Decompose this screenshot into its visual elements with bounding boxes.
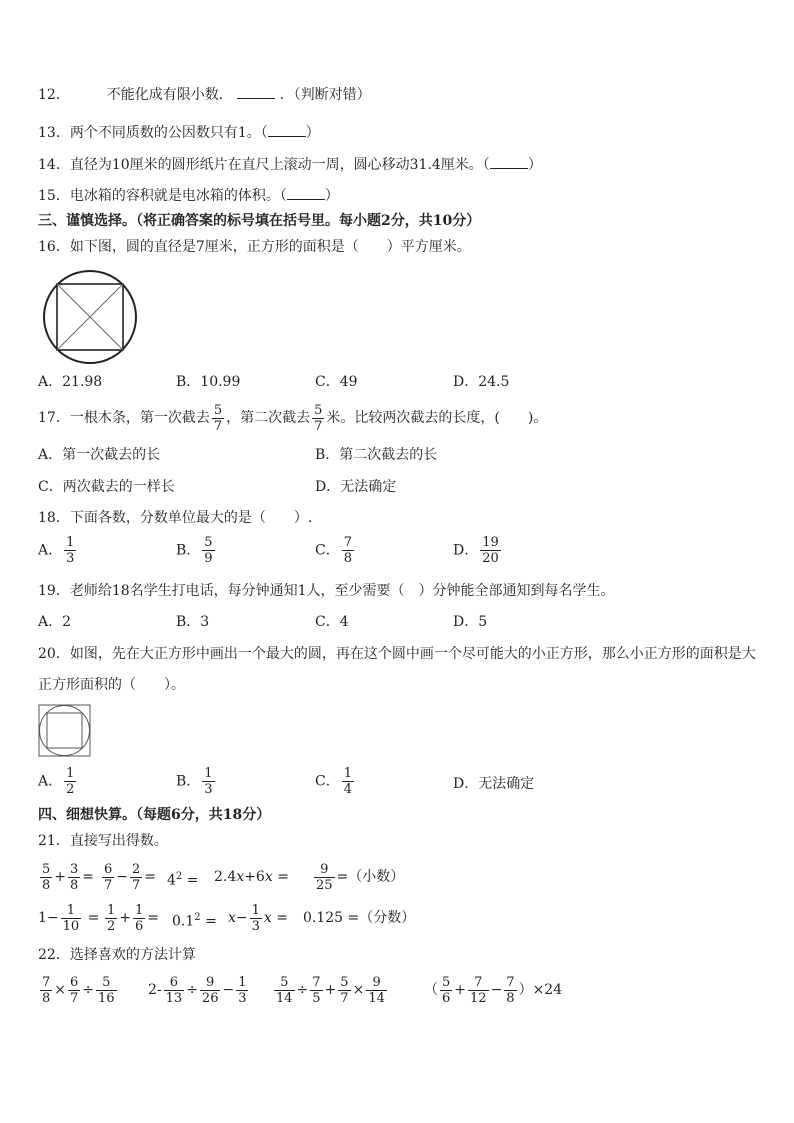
expression-r1-3: $4^2$ = [167,871,199,889]
option-a[interactable]: A． $\frac{1}{3}$ [38,535,75,566]
question-20-line1: 20．如图，先在大正方形中画出一个最大的圆，再在这个圆中画一个尽可能大的小正方形，那么小正方形的面积是大 [38,646,756,662]
question-14 [38,156,542,174]
answer-blank[interactable] [268,124,306,137]
answer-blank[interactable] [237,86,275,99]
option-c[interactable]: C． $\frac{7}{8}$ [315,535,352,566]
question-13 [38,124,320,142]
close-paren: ） [527,157,542,173]
question-text: 不能化成有限小数． [106,87,233,103]
question-text: 15．电冰箱的容积就是电冰箱的体积。（ [38,188,287,204]
question-15 [38,187,339,205]
expression-r1-2: $\frac{6}{7}$ − $\frac{2}{7}$ = [104,861,157,893]
option-b[interactable]: B．10.99 [176,374,241,390]
expression-22-2: 2- $\frac{6}{13}$ ÷ $\frac{9}{26}$ − $\frac{1}{3}$ [148,974,247,1006]
option-c[interactable]: C．4 [315,614,349,630]
circle-square-figure [40,268,140,366]
answer-blank[interactable] [490,156,528,169]
option-c[interactable]: C．49 [315,374,358,390]
expression-r2-3: $0.1^2$ = [172,912,217,930]
question-17 [38,400,547,436]
question-suffix: ．（判断对错） [279,87,371,103]
expression-r1-4: 2.4x+6x = [214,869,289,885]
question-19-text: 19．老师给18名学生打电话，每分钟通知1人，至少需要（ ）分钟能全部通知到每名学生。 [38,583,615,599]
question-number: 12． [38,87,70,103]
option-a[interactable]: A．21.98 [38,374,103,390]
expression-r2-5: 0.125 =（分数） [303,910,416,926]
section-3-title: 三、谨慎选择。（将正确答案的标号填在括号里。每小题2分，共10分） [38,213,481,229]
fraction: $\frac{19}{20}$ [482,535,499,566]
question-12 [38,86,371,104]
small-square [47,713,82,748]
option-b[interactable]: B． $\frac{5}{9}$ [176,535,213,566]
option-a[interactable]: A．2 [38,614,72,630]
option-c[interactable]: C． $\frac{1}{4}$ [315,766,352,797]
question-text: 米。比较两次截去的长度，( )。 [326,410,548,426]
question-22-text: 22．选择喜欢的方法计算 [38,947,196,963]
question-text: 13．两个不同质数的公因数只有1。（ [38,125,268,141]
close-paren: ） [324,188,339,204]
option-b[interactable]: B．第二次截去的长 [315,447,438,463]
fraction: $\frac{1}{3}$ [204,766,213,797]
expression-r2-1: 1− $\frac{1}{10}$ = [38,902,100,934]
option-c[interactable]: C．两次截去的一样长 [38,479,175,495]
fraction: $\frac{1}{4}$ [343,766,352,797]
close-paren: ） [305,125,320,141]
option-d[interactable]: D．无法确定 [315,479,397,495]
question-21-text: 21．直接写出得数。 [38,833,168,849]
expression-r1-5: $\frac{9}{25}$ =（小数） [316,861,405,893]
option-a[interactable]: A．第一次截去的长 [38,447,161,463]
question-20-line2: 正方形面积的（ ）。 [38,677,185,693]
option-a[interactable]: A． $\frac{1}{2}$ [38,766,75,797]
fraction: $\frac{7}{8}$ [343,535,352,566]
question-text: ，第二次截去 [226,410,311,426]
option-d[interactable]: D．5 [453,614,488,630]
fraction: $\frac{1}{2}$ [66,766,75,797]
square-circle-square-figure [38,704,92,758]
question-text: 17．一根木条，第一次截去 [38,410,210,426]
question-text: 14．直径为10厘米的圆形纸片在直尺上滚动一周，圆心移动31.4厘米。（ [38,157,490,173]
option-d[interactable]: D．24.5 [453,374,510,390]
answer-blank[interactable] [287,187,325,200]
fraction: $\frac{1}{3}$ [66,535,75,566]
expression-r2-2: $\frac{1}{2}$ + $\frac{1}{6}$ = [107,902,160,934]
expression-r2-4: x− $\frac{1}{3}$ x = [228,902,289,934]
expression-r1-1: $\frac{5}{8}$ + $\frac{3}{8}$ = [42,861,95,893]
expression-22-1: $\frac{7}{8}$ × $\frac{6}{7}$ ÷ $\frac{5}{16}$ [42,974,115,1006]
expression-22-3: $\frac{5}{14}$ ÷ $\frac{7}{5}$ + $\frac{5}{7}$ × $\frac{9}{14}$ [276,974,385,1006]
question-18-text: 18．下面各数，分数单位最大的是（ ）. [38,510,313,526]
fraction: $\frac{5}{9}$ [204,535,213,566]
option-d[interactable]: D．无法确定 [453,776,535,792]
expression-22-4: （ $\frac{5}{6}$ + $\frac{7}{12}$ − $\frac{7}{8}$ ）×24 [424,974,563,1006]
option-d[interactable]: D． $\frac{19}{20}$ [453,535,499,566]
fraction: $\frac{5}{7}$ [213,402,223,434]
option-b[interactable]: B． $\frac{1}{3}$ [176,766,213,797]
option-b[interactable]: B．3 [176,614,210,630]
fraction: $\frac{5}{7}$ [314,402,323,434]
section-4-title: 四、细想快算。（每题6分，共18分） [38,807,271,823]
question-16-text: 16．如下图，圆的直径是7厘米，正方形的面积是（ ）平方厘米。 [38,239,471,255]
